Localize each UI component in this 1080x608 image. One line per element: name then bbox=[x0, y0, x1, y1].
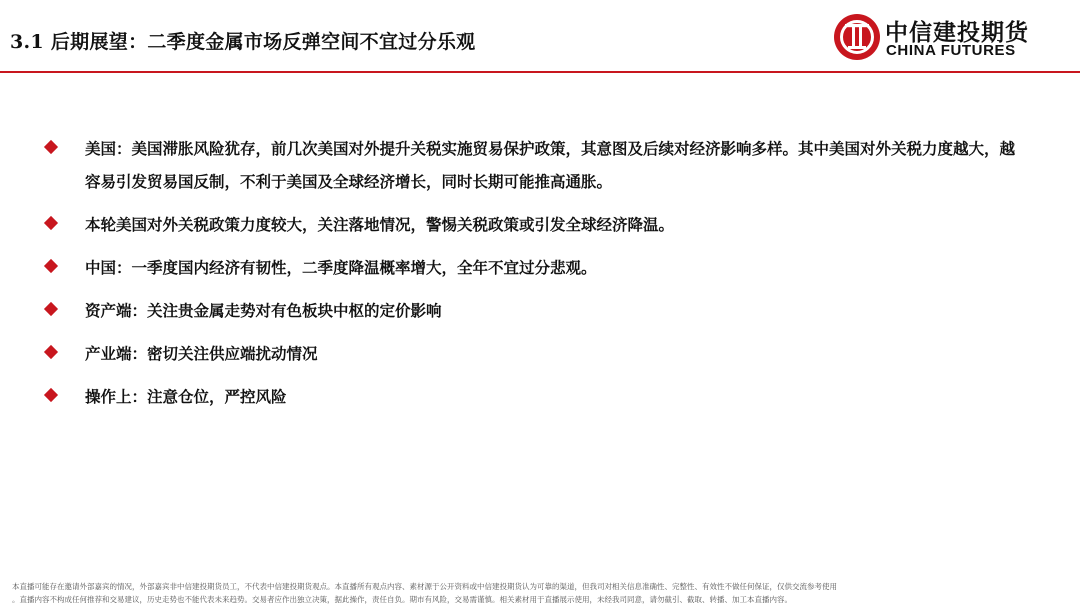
logo-english-name: CHINA FUTURES bbox=[886, 42, 1016, 59]
disclaimer-line: 本直播可能存在邀请外部嘉宾的情况，外部嘉宾非中信建投期货员工，不代表中信建投期货观点。本直播所有观点内容、素材源于公开资料或中信建投期货认为可靠的渠道，但我司对相关信息准确性、完整性、有效性不做任何保证，仅供交流参考使用 bbox=[12, 582, 837, 591]
disclaimer bbox=[12, 580, 1012, 606]
bullet-item-asset bbox=[40, 294, 1030, 327]
diamond-bullet-icon bbox=[44, 259, 58, 273]
diamond-bullet-icon bbox=[44, 388, 58, 402]
bullet-item-tariff bbox=[40, 208, 1030, 241]
bullet-text: 资产端：关注贵金属走势对有色板块中枢的定价影响 bbox=[85, 301, 442, 320]
diamond-bullet-icon bbox=[44, 140, 58, 154]
diamond-bullet-icon bbox=[44, 345, 58, 359]
bullet-list bbox=[40, 132, 1030, 423]
bullet-text: 中国：一季度国内经济有韧性，二季度降温概率增大，全年不宜过分悲观。 bbox=[85, 258, 597, 277]
logo-chinese-name: 中信建投期货 bbox=[885, 20, 1029, 46]
diamond-bullet-icon bbox=[44, 302, 58, 316]
diamond-bullet-icon bbox=[44, 216, 58, 230]
disclaimer-line: 。直播内容不构成任何推荐和交易建议，历史走势也不能代表未来趋势。交易者应作出独立决策，据此操作，责任自负。期市有风险，交易需谨慎。相关素材用于直播展示使用，未经我司同意，请勿截引、截取、转播、加工本直播内容。 bbox=[12, 595, 792, 604]
bullet-item-china bbox=[40, 251, 1030, 284]
company-logo bbox=[833, 12, 1043, 64]
page-title: 3.1 后期展望：二季度金属市场反弹空间不宜过分乐观 bbox=[10, 31, 476, 53]
citic-logo-icon bbox=[833, 13, 881, 61]
bullet-text: 操作上：注意仓位，严控风险 bbox=[85, 387, 287, 406]
header-divider bbox=[0, 71, 1080, 73]
bullet-item-industry bbox=[40, 337, 1030, 370]
bullet-text: 美国：美国滞胀风险犹存，前几次美国对外提升关税实施贸易保护政策，其意图及后续对经济影响多样。其中美国对外关税力度越大，越容易引发贸易国反制，不利于美国及全球经济增长，同时长期可能推高通胀。 bbox=[85, 139, 1016, 191]
bullet-text: 本轮美国对外关税政策力度较大，关注落地情况，警惕关税政策或引发全球经济降温。 bbox=[85, 215, 675, 234]
bullet-item-us bbox=[40, 132, 1030, 198]
bullet-item-operation bbox=[40, 380, 1030, 413]
bullet-text: 产业端：密切关注供应端扰动情况 bbox=[85, 344, 318, 363]
